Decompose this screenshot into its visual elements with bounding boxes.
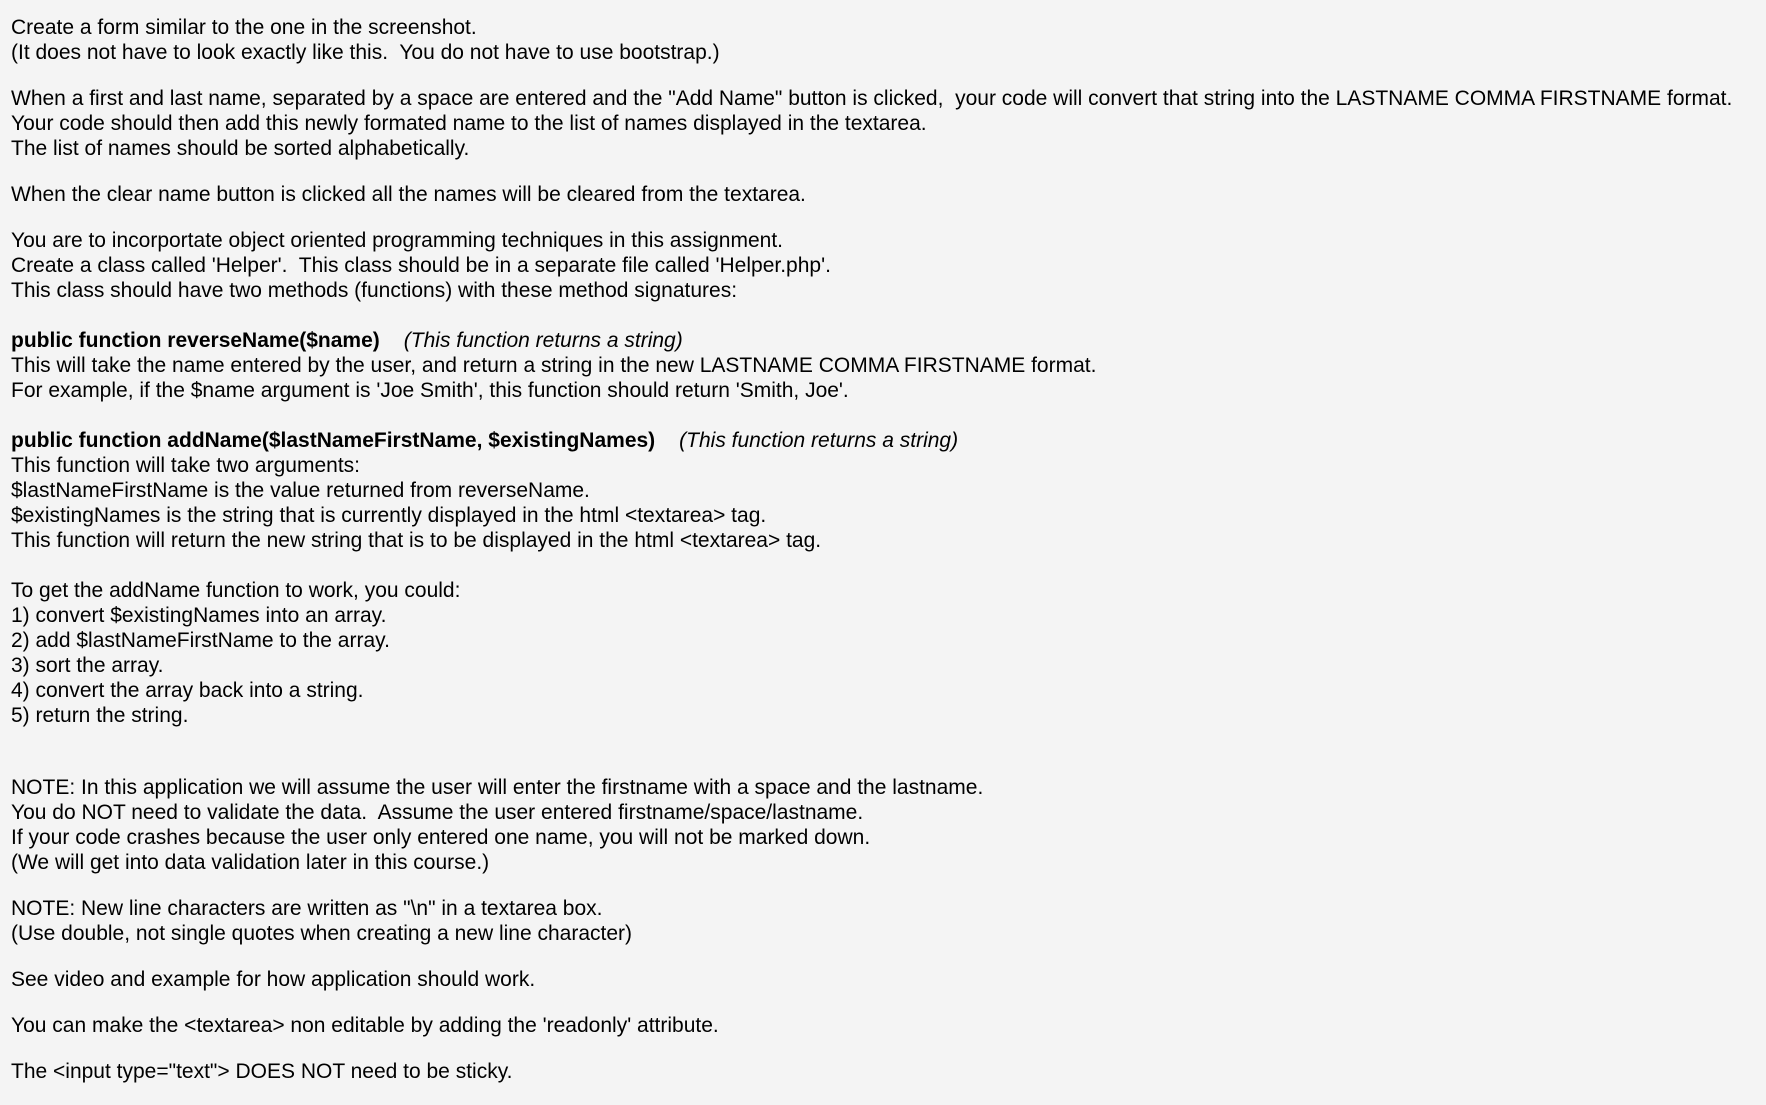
clear-paragraph — [11, 182, 1761, 207]
steps-section — [11, 578, 1761, 728]
oop-line: Create a class called 'Helper'. This class should be in a separate file called 'Helper.php'. — [11, 254, 831, 277]
behavior-line: The list of names should be sorted alphabetically. — [11, 137, 470, 160]
validation-note-line: NOTE: In this application we will assume the user will enter the firstname with a space and the lastname. — [11, 776, 984, 799]
add-name-signature: public function addName($lastNameFirstName, $existingNames) — [11, 429, 656, 452]
clear-line: When the clear name button is clicked all the names will be cleared from the textarea. — [11, 183, 806, 206]
readonly-tip-line: You can make the <textarea> non editable by adding the 'readonly' attribute. — [11, 1014, 719, 1037]
oop-line: This class should have two methods (functions) with these method signatures: — [11, 279, 738, 302]
add-name-line: $lastNameFirstName is the value returned from reverseName. — [11, 479, 590, 502]
intro-line: Create a form similar to the one in the screenshot. — [11, 16, 477, 39]
behavior-line: When a first and last name, separated by a space are entered and the "Add Name" button is clicked, your code will convert that string into the LASTNAME COMMA FIRSTNAME format. — [11, 87, 1733, 110]
add-name-section — [11, 428, 1761, 553]
list-item: 3) sort the array. — [11, 654, 164, 677]
add-name-line: This function will return the new string that is to be displayed in the html <textarea> tag. — [11, 529, 822, 552]
see-video-paragraph — [11, 967, 1761, 992]
oop-line: You are to incorportate object oriented programming techniques in this assignment. — [11, 229, 784, 252]
intro-line: (It does not have to look exactly like this. You do not have to use bootstrap.) — [11, 41, 720, 64]
behavior-paragraph — [11, 86, 1761, 161]
oop-paragraph — [11, 228, 1761, 303]
validation-note-line: If your code crashes because the user only entered one name, you will not be marked down. — [11, 826, 871, 849]
add-name-returns-note: (This function returns a string) — [679, 429, 959, 452]
validation-note-line: You do NOT need to validate the data. Assume the user entered firstname/space/lastname. — [11, 801, 864, 824]
reverse-name-signature-line — [11, 328, 1761, 353]
reverse-name-line: This will take the name entered by the user, and return a string in the new LASTNAME COMMA FIRSTNAME format. — [11, 354, 1097, 377]
steps-intro: To get the addName function to work, you could: — [11, 579, 461, 602]
list-item: 4) convert the array back into a string. — [11, 679, 364, 702]
newline-note — [11, 896, 1761, 946]
add-name-line: $existingNames is the string that is currently displayed in the html <textarea> tag. — [11, 504, 767, 527]
sticky-tip-line: The <input type="text"> DOES NOT need to be sticky. — [11, 1060, 513, 1083]
list-item: 2) add $lastNameFirstName to the array. — [11, 629, 390, 652]
list-item: 5) return the string. — [11, 704, 189, 727]
see-video-line: See video and example for how application should work. — [11, 968, 536, 991]
reverse-name-signature: public function reverseName($name) — [11, 329, 380, 352]
list-item: 1) convert $existingNames into an array. — [11, 604, 387, 627]
assignment-document — [11, 15, 1761, 1105]
readonly-tip-paragraph — [11, 1013, 1761, 1038]
sticky-tip-paragraph — [11, 1059, 1761, 1084]
validation-note-line: (We will get into data validation later in this course.) — [11, 851, 490, 874]
newline-note-line: NOTE: New line characters are written as "\n" in a textarea box. — [11, 897, 603, 920]
reverse-name-line: For example, if the $name argument is 'Joe Smith', this function should return 'Smith, Joe'. — [11, 379, 849, 402]
add-name-signature-line — [11, 428, 1761, 453]
validation-note — [11, 775, 1761, 875]
reverse-name-returns-note: (This function returns a string) — [403, 329, 683, 352]
add-name-line: This function will take two arguments: — [11, 454, 360, 477]
intro-paragraph — [11, 15, 1761, 65]
behavior-line: Your code should then add this newly formated name to the list of names displayed in the textarea. — [11, 112, 927, 135]
newline-note-line: (Use double, not single quotes when creating a new line character) — [11, 922, 633, 945]
reverse-name-section — [11, 328, 1761, 403]
